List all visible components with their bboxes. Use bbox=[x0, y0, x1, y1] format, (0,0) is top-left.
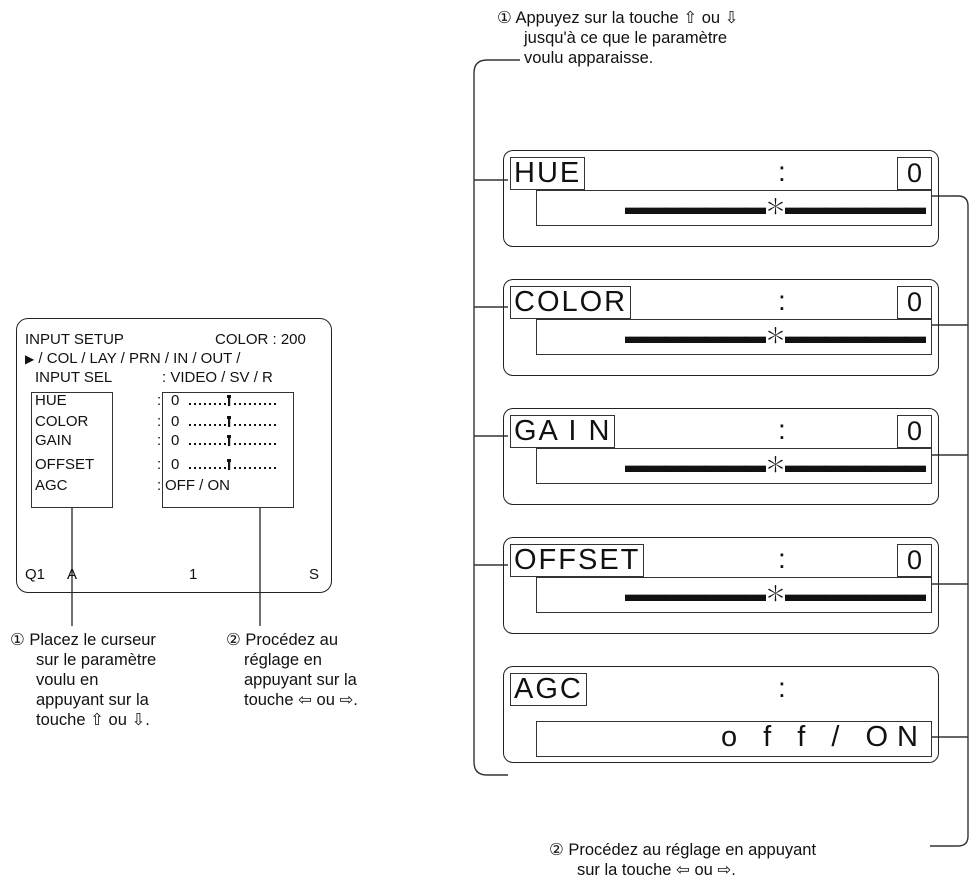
screen-color-status: COLOR : 200 bbox=[215, 331, 306, 348]
screen-input-sel-label: INPUT SEL bbox=[35, 369, 113, 386]
panel-gain: GA I N : 0 ▬▬▬▬▬▬▬＊▬▬▬▬▬▬▬ bbox=[503, 408, 939, 505]
screen-param-value: 0 bbox=[171, 392, 180, 409]
panel-level-bar: ▬▬▬▬▬▬▬＊▬▬▬▬▬▬▬ bbox=[536, 190, 932, 226]
screen-footer-num: 1 bbox=[189, 566, 198, 583]
panel-value: 0 bbox=[897, 286, 932, 319]
panel-level-bar: ▬▬▬▬▬▬▬＊▬▬▬▬▬▬▬ bbox=[536, 577, 932, 613]
screen-param-label: OFFSET bbox=[35, 456, 95, 473]
panel-value: 0 bbox=[897, 544, 932, 577]
screen-input-sel-value: : VIDEO / SV / R bbox=[162, 369, 273, 386]
screen-param-label: GAIN bbox=[35, 432, 72, 449]
panel-label: HUE bbox=[510, 157, 585, 190]
panel-value: 0 bbox=[897, 415, 932, 448]
panel-agc: AGC : o f f / ON bbox=[503, 666, 939, 763]
panel-label: GA I N bbox=[510, 415, 615, 448]
screen-param-value: 0 bbox=[171, 432, 180, 449]
screen-param-value: 0 bbox=[171, 413, 180, 430]
annotation-left: ① Placez le curseur sur le paramètre voulu en appuyant sur la touche ⇧ ou ⇩. bbox=[10, 631, 157, 729]
value-highlight-box bbox=[162, 392, 294, 508]
screen-title: INPUT SETUP bbox=[25, 331, 124, 348]
screen-menu-row: ▶ / COL / LAY / PRN / IN / OUT / bbox=[25, 350, 241, 367]
panel-color: COLOR : 0 ▬▬▬▬▬▬▬＊▬▬▬▬▬▬▬ bbox=[503, 279, 939, 376]
screen-footer-s: S bbox=[309, 566, 320, 583]
panel-hue: HUE : 0 ▬▬▬▬▬▬▬＊▬▬▬▬▬▬▬ bbox=[503, 150, 939, 247]
panel-offset: OFFSET : 0 ▬▬▬▬▬▬▬＊▬▬▬▬▬▬▬ bbox=[503, 537, 939, 634]
screen-param-value: 0 bbox=[171, 456, 180, 473]
param-highlight-box bbox=[31, 392, 113, 508]
annotation-bottom: ② Procédez au réglage en appuyant sur la touche ⇦ ou ⇨. bbox=[549, 841, 817, 879]
panel-label: AGC bbox=[510, 673, 587, 706]
panel-level-bar: ▬▬▬▬▬▬▬＊▬▬▬▬▬▬▬ bbox=[536, 319, 932, 355]
screen-agc-label: AGC bbox=[35, 477, 68, 494]
panel-label: OFFSET bbox=[510, 544, 644, 577]
annotation-middle: ② Procédez au réglage en appuyant sur la touche ⇦ ou ⇨. bbox=[226, 631, 358, 709]
screen-footer-q: Q1 bbox=[25, 566, 46, 583]
panel-value: 0 bbox=[897, 157, 932, 190]
screen-footer-a: A bbox=[67, 566, 78, 583]
monitor-screen: INPUT SETUP COLOR : 200 ▶ / COL / LAY / PRN / IN / OUT / INPUT SEL : VIDEO / SV / R HUE COLOR GAIN OFFSET AGC : : : : : 0 0 0 0 OFF / ON Q1 A 1 S bbox=[16, 318, 332, 593]
cursor-triangle-icon: ▶ bbox=[25, 352, 35, 366]
annotation-top: ① Appuyez sur la touche ⇧ ou ⇩ jusqu'à ce que le paramètre voulu apparaisse. bbox=[497, 9, 739, 67]
panel-label: COLOR bbox=[510, 286, 631, 319]
screen-param-label: HUE bbox=[35, 392, 67, 409]
panel-level-bar: ▬▬▬▬▬▬▬＊▬▬▬▬▬▬▬ bbox=[536, 448, 932, 484]
screen-param-label: COLOR bbox=[35, 413, 89, 430]
panel-agc-value: o f f / ON bbox=[536, 721, 932, 757]
screen-agc-value: OFF / ON bbox=[165, 477, 230, 494]
